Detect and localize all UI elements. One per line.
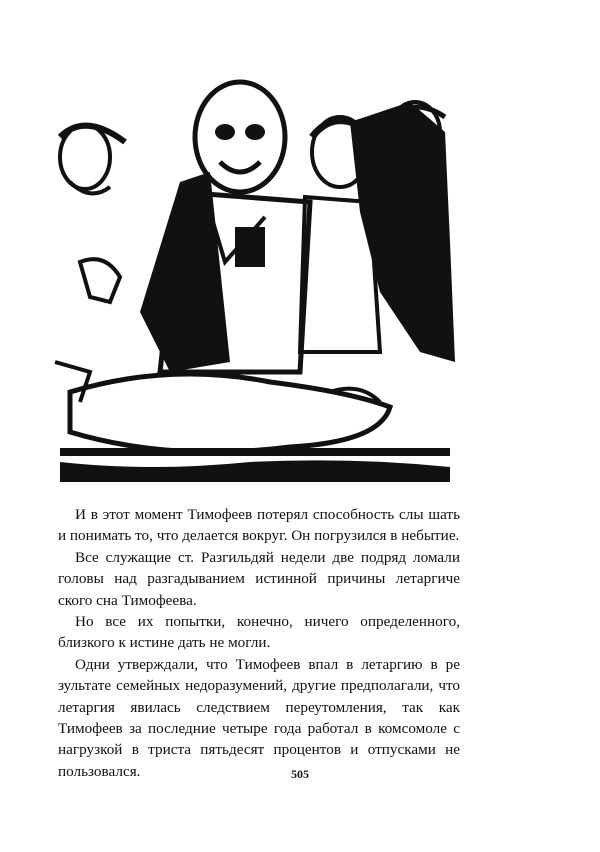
line: Одни утверждали, что Тимофеев впал в летаргию в ре <box>75 655 460 673</box>
line: И в этот момент Тимофеев потерял способность слы <box>75 506 424 523</box>
line: Но все их попытки, конечно, ничего определенного, <box>75 613 460 631</box>
paragraph-4 <box>58 654 460 782</box>
line: головы над разгадыванием истинной причины летаргиче <box>58 570 460 588</box>
ink-drawing-figure-icon <box>50 62 460 482</box>
page-number: 505 <box>291 767 309 781</box>
line: Тимофеев за последние четыре года работал в комсомоле с <box>58 720 460 738</box>
line: шать и понимать то, что делается вокруг. Он погрузился в <box>58 506 460 545</box>
paragraph-2 <box>58 547 460 611</box>
paragraph-3 <box>58 611 460 654</box>
line: близкого к истине дать не могли. <box>58 634 271 652</box>
line: небытие. <box>401 527 460 545</box>
line: Все служащие ст. Разгильдяй недели две подряд ломали <box>75 548 460 566</box>
line: зультате семейных недоразумений, другие предполагали, <box>58 677 439 695</box>
line: пользовался. <box>58 762 141 780</box>
paragraph-1 <box>58 504 460 547</box>
body-text <box>58 504 460 782</box>
illustration <box>50 62 460 482</box>
line: нагрузкой в триста пятьдесят процентов и отпусками не <box>58 741 460 759</box>
line: что летаргия явилась следствием переутомления, так как <box>58 677 460 716</box>
line: ского сна Тимофеева. <box>58 591 197 609</box>
